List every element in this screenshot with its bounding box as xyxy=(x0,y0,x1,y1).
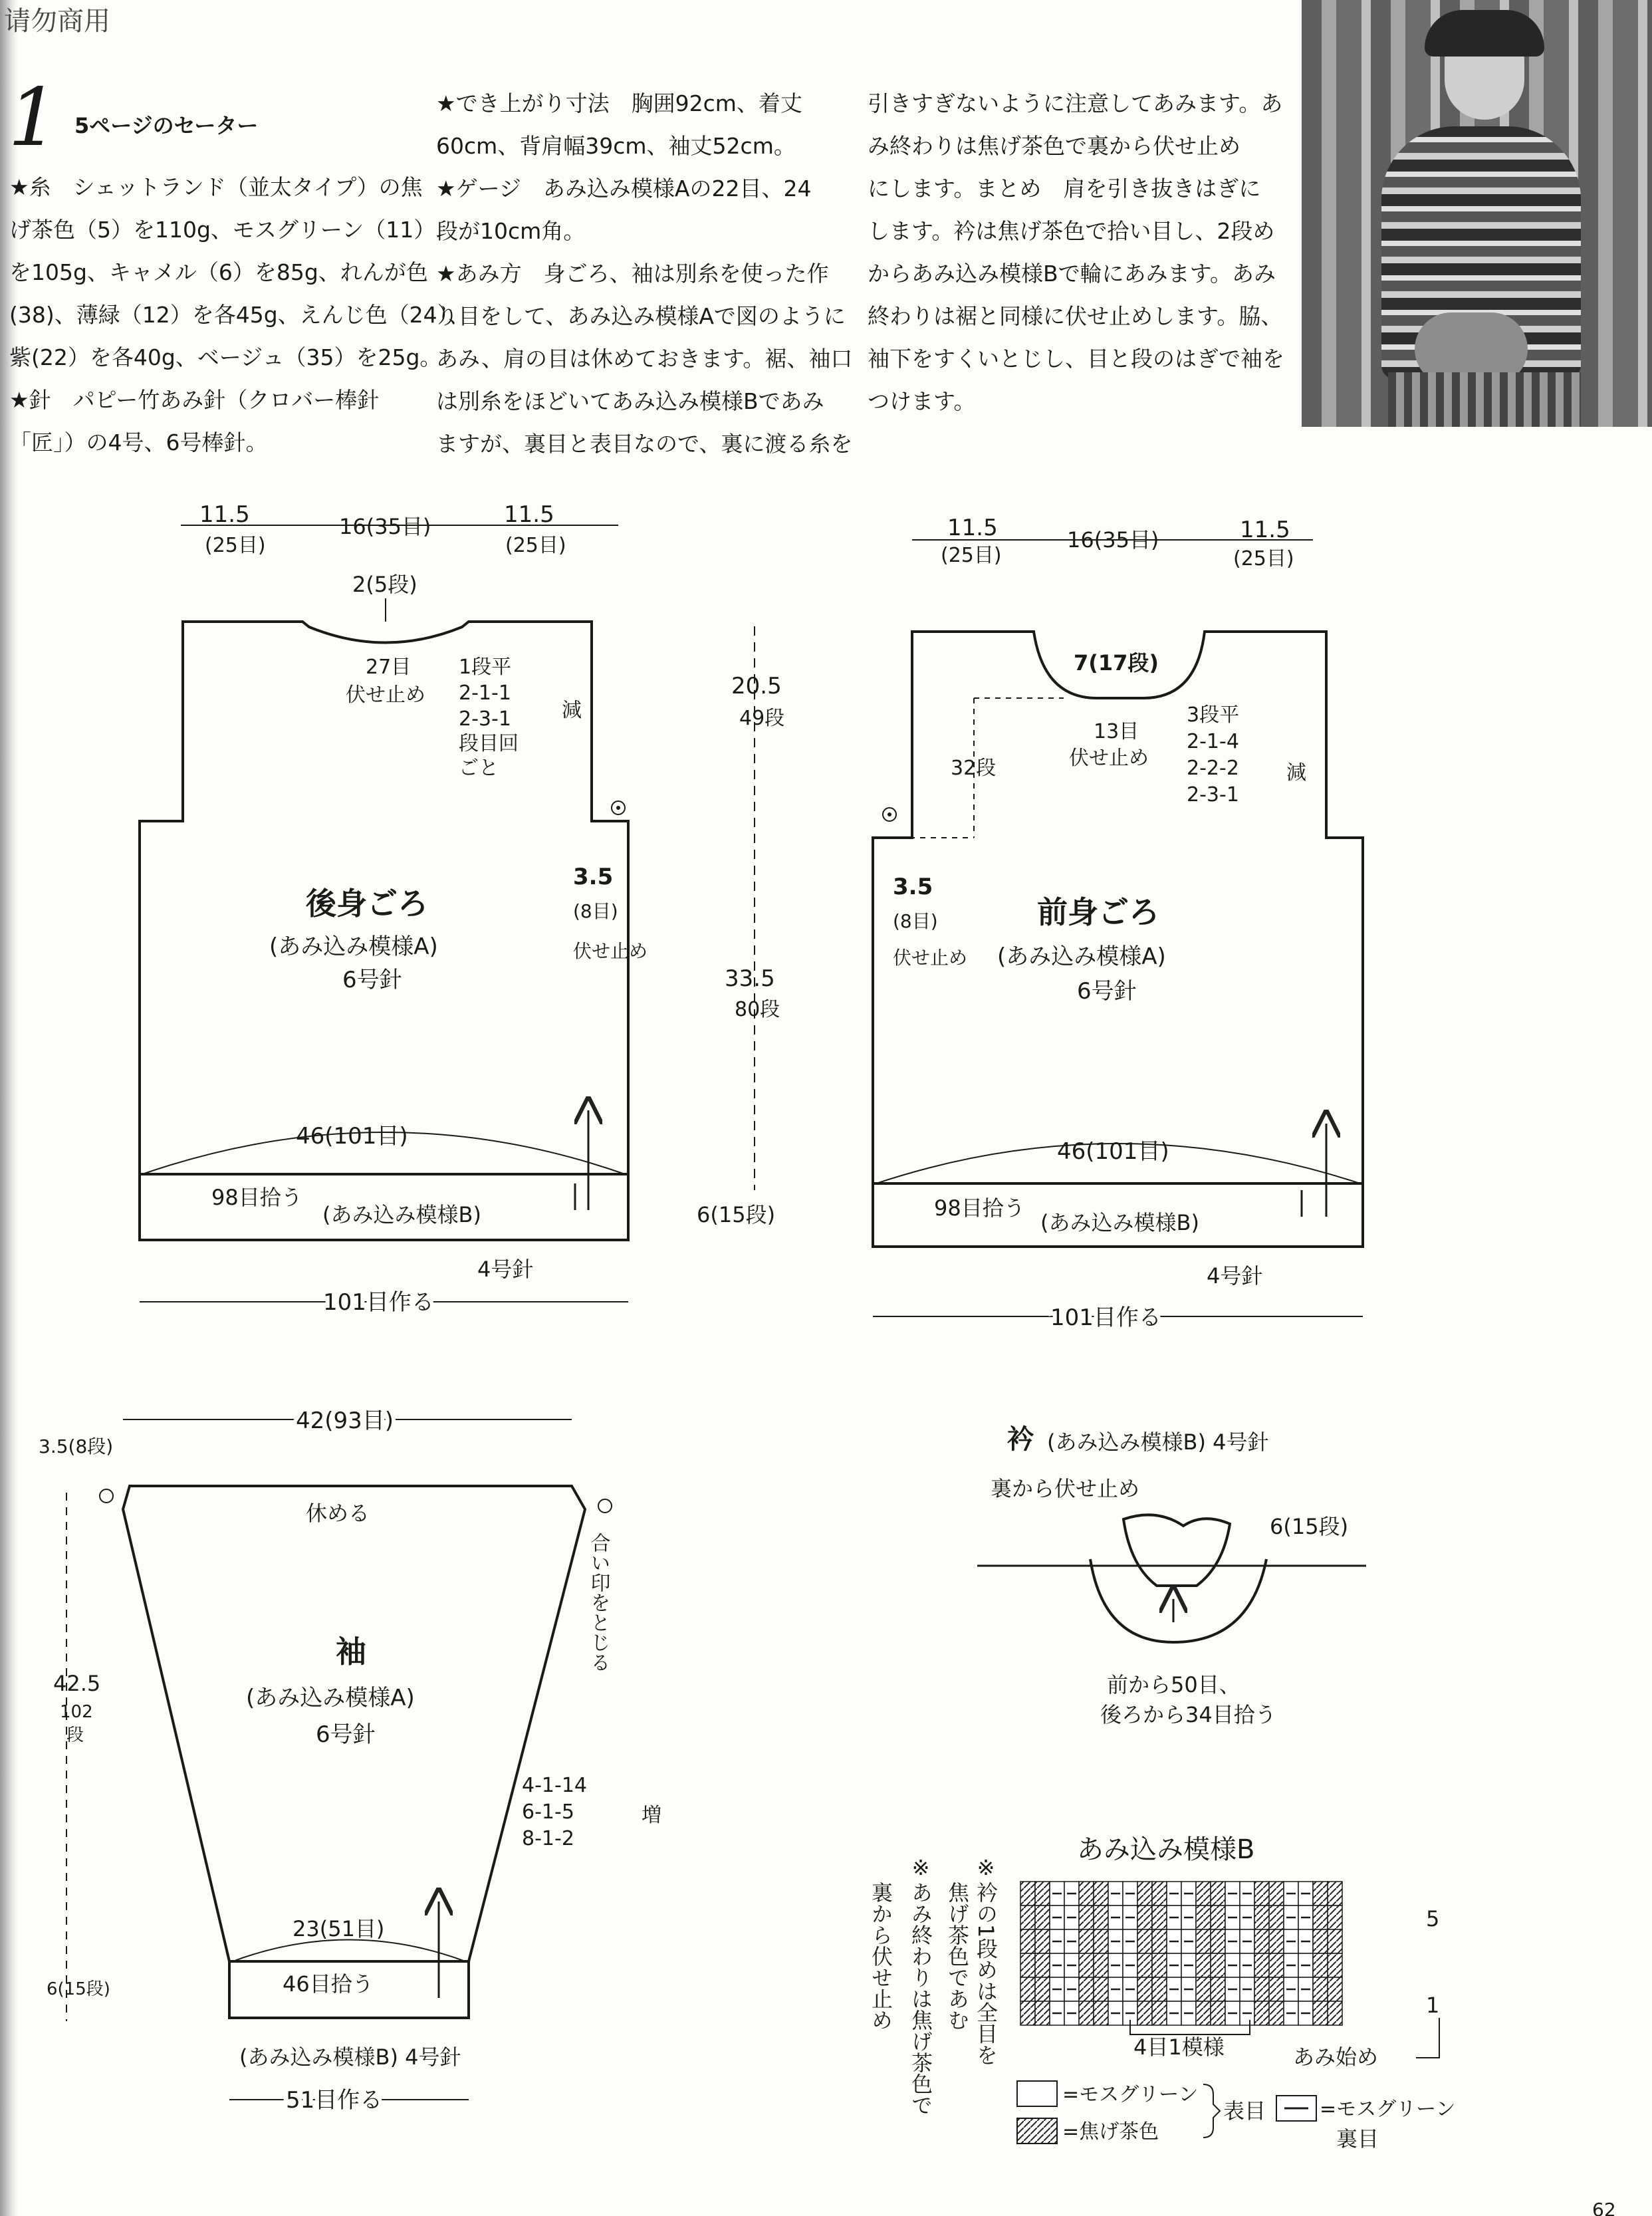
text-line: 「匠」）の4号、6号棒針。 xyxy=(9,430,268,455)
chart-cell xyxy=(1211,1882,1225,1906)
back-top-right-sts: (25目) xyxy=(505,534,566,557)
text-line: ★あみ方 身ごろ、袖は別糸を使った作 xyxy=(436,261,829,287)
back-body-labels xyxy=(199,501,648,1316)
back-arm-cm: 3.5 xyxy=(573,864,614,890)
front-pattern: (あみ込み模様A) xyxy=(997,943,1166,970)
text-line: を105g、キャメル（6）を85g、れんが色 xyxy=(9,259,428,285)
colorwork-chart xyxy=(1017,1834,1456,2152)
back-dec1: 1段平 xyxy=(459,656,512,679)
front-arm-sts: (8目) xyxy=(893,910,938,932)
chart-cell xyxy=(1020,1953,1035,1977)
text-line: 終わりは裾と同様に伏せ止めします。脇、 xyxy=(868,303,1283,329)
front-neck-bind1: 13目 xyxy=(1094,720,1139,743)
chart-cell xyxy=(1254,1906,1269,1929)
note2-line1: あみ終わりは焦げ茶色で xyxy=(908,1882,933,2116)
chart-cell xyxy=(1269,1882,1284,1906)
front-width: 46(101目) xyxy=(1057,1138,1169,1165)
text-line: つけます。 xyxy=(868,388,976,414)
front-dec-label: 減 xyxy=(1286,761,1306,785)
note1-line2: 焦げ茶色であむ xyxy=(945,1882,970,2031)
sleeve-inc1: 4-1-14 xyxy=(522,1774,587,1797)
chart-cell xyxy=(1313,1929,1328,1953)
collar-depth: 6(15段) xyxy=(1270,1514,1349,1539)
chart-cell xyxy=(1137,1929,1152,1953)
back-width: 46(101目) xyxy=(296,1123,408,1150)
sleeve-cuff-pattern: (あみ込み模様B) 4号針 xyxy=(239,2044,461,2070)
legend-brace xyxy=(1203,2084,1220,2138)
front-arm-bind: 伏せ止め xyxy=(893,947,968,969)
chart-grid xyxy=(1020,1882,1342,2025)
note2-mark: ※ xyxy=(908,1855,933,1880)
note2-line2: 裏から伏せ止め xyxy=(868,1882,893,2031)
front-dec1: 3段平 xyxy=(1187,703,1240,727)
text-line: 引きすぎないように注意してあみます。あ xyxy=(868,90,1283,116)
chart-cell xyxy=(1196,1882,1211,1906)
back-dec-label: 減 xyxy=(562,699,582,722)
collar-pick2: 後ろから34目拾う xyxy=(1100,1702,1276,1727)
front-dec2: 2-1-4 xyxy=(1187,730,1239,753)
text-line: します。衿は焦げ茶色で拾い目し、2段め xyxy=(868,218,1275,244)
sleeve-rest: 休める xyxy=(306,1501,370,1526)
legend-dark-swatch xyxy=(1017,2118,1057,2144)
chart-cell xyxy=(1035,1882,1050,1906)
chart-cell xyxy=(1313,1906,1328,1929)
front-hem-needle: 4号針 xyxy=(1207,1263,1263,1289)
chart-cell xyxy=(1269,1977,1284,2001)
chart-cell xyxy=(1196,1906,1211,1929)
text-line: 60cm、背肩幅39cm、袖丈52cm。 xyxy=(436,133,796,159)
chart-cell xyxy=(1020,1906,1035,1929)
chart-cell xyxy=(1094,2001,1108,2025)
sleeve-inc2: 6-1-5 xyxy=(522,1800,574,1824)
start-arrow xyxy=(1416,2018,1439,2058)
sleeve-top-ease: 3.5(8段) xyxy=(39,1435,114,1457)
chart-cell xyxy=(1313,1977,1328,2001)
front-body-labels xyxy=(893,515,1306,1331)
text-line: は別糸をほどいてあみ込み模様Bであみ xyxy=(436,388,824,414)
text-line: 袖下をすくいとじし、目と段のはぎで袖を xyxy=(868,346,1284,372)
back-pattern: (あみ込み模様A) xyxy=(269,933,438,960)
sleeve-needle: 6号針 xyxy=(316,1721,376,1748)
chart-cell xyxy=(1152,1953,1167,1977)
sleeve-mark-v1: 合い印をとじる xyxy=(586,1533,610,1672)
front-pickup: 98目拾う xyxy=(934,1195,1025,1221)
front-neck-depth: 7(17段) xyxy=(1074,650,1159,676)
back-dec2: 2-1-1 xyxy=(459,681,511,705)
legend-light: =モスグリーン xyxy=(1062,2083,1199,2106)
chart-cell xyxy=(1035,1929,1050,1953)
front-top-right-sts: (25目) xyxy=(1233,547,1294,570)
sleeve-pickup: 46目拾う xyxy=(283,1971,374,1997)
chart-cell xyxy=(1328,1929,1342,1953)
back-arm-bind: 伏せ止め xyxy=(573,940,648,962)
sleeve-cuff-width: 23(51目) xyxy=(293,1916,385,1941)
legend-purl-name: 裏目 xyxy=(1336,2126,1379,2152)
chart-repeat: 4目1模様 xyxy=(1133,2034,1225,2060)
back-top-right: 11.5 xyxy=(504,501,554,528)
chart-cell xyxy=(1269,1906,1284,1929)
back-cast-on: 101目作る xyxy=(323,1289,434,1316)
sleeve-top: 42(93目) xyxy=(296,1408,394,1434)
chart-cell xyxy=(1328,1953,1342,1977)
text-line: にします。まとめ 肩を引き抜きはぎに xyxy=(868,176,1261,201)
text-line: ★ゲージ あみ込み模様Aの22目、24 xyxy=(436,176,812,201)
chart-cell xyxy=(1196,2001,1211,2025)
legend-knit: 表目 xyxy=(1223,2098,1266,2124)
text-line: り目をして、あみ込み模様Aで図のように xyxy=(436,303,846,329)
sleeve-cuff-depth: 6(15段) xyxy=(47,1979,110,1999)
back-neck-bind1: 27目 xyxy=(366,656,412,679)
item-number: 1 xyxy=(8,72,59,164)
chart-cell xyxy=(1328,1906,1342,1929)
front-top-right: 11.5 xyxy=(1240,517,1290,543)
upper-length: 20.5 xyxy=(731,673,782,699)
chart-cell xyxy=(1079,2001,1094,2025)
front-dec4: 2-3-1 xyxy=(1187,783,1239,806)
chart-cell xyxy=(1211,1953,1225,1977)
text-line: ★でき上がり寸法 胸囲92cm、着丈 xyxy=(436,90,802,116)
collar-labels xyxy=(991,1424,1348,1727)
chart-cell xyxy=(1152,2001,1167,2025)
sleeve-len-rows1: 102 xyxy=(60,1702,93,1722)
chart-cell xyxy=(1152,1882,1167,1906)
front-dec3: 2-2-2 xyxy=(1187,757,1239,780)
note1-line1: 衿の1段めは全目を xyxy=(973,1882,999,2066)
hem-depth: 6(15段) xyxy=(697,1202,776,1227)
chart-cell xyxy=(1035,2001,1050,2025)
front-neck-bind2: 伏せ止め xyxy=(1069,747,1149,770)
back-pickup: 98目拾う xyxy=(211,1185,302,1210)
back-top-mid: 16(35目) xyxy=(339,514,431,539)
front-name: 前身ごろ xyxy=(1037,894,1159,930)
chart-cell xyxy=(1137,1977,1152,2001)
front-neck-rows: 32段 xyxy=(951,757,997,780)
upper-rows: 49段 xyxy=(739,707,785,730)
chart-cell xyxy=(1269,1953,1284,1977)
sleeve-name: 袖 xyxy=(336,1634,366,1669)
chart-cell xyxy=(1137,1882,1152,1906)
chart-cell xyxy=(1152,1929,1167,1953)
front-arm-cm: 3.5 xyxy=(893,874,933,900)
armhole-mark-dot-icon xyxy=(887,812,891,816)
sleeve-inc3: 8-1-2 xyxy=(522,1827,574,1850)
text-line: ますが、裏目と表目なので、裏に渡る糸を xyxy=(436,431,853,457)
text-line: げ茶色（5）を110g、モスグリーン（11） xyxy=(9,217,436,243)
chart-cell xyxy=(1328,2001,1342,2025)
chart-cell xyxy=(1211,1977,1225,2001)
legend-light-swatch xyxy=(1017,2081,1057,2106)
chart-cell xyxy=(1020,2001,1035,2025)
chart-cell xyxy=(1152,1906,1167,1929)
chart-cell xyxy=(1196,1977,1211,2001)
chart-cell xyxy=(1020,1882,1035,1906)
chart-cell xyxy=(1079,1929,1094,1953)
text-line: 段が10cm角。 xyxy=(436,218,586,244)
collar-title: 衿 xyxy=(1007,1424,1034,1455)
page-number: 62 xyxy=(1592,2199,1616,2216)
front-needle: 6号針 xyxy=(1077,978,1137,1005)
front-top-left: 11.5 xyxy=(947,515,998,541)
length-dimensions xyxy=(697,626,784,1227)
chart-cell xyxy=(1094,1882,1108,1906)
chart-cell xyxy=(1254,1882,1269,1906)
chart-cell xyxy=(1020,1977,1035,2001)
chart-cell xyxy=(1035,1953,1050,1977)
chart-notes xyxy=(868,1855,999,2116)
collar-spec: (あみ込み模様B) 4号針 xyxy=(1047,1429,1269,1455)
chart-cell xyxy=(1254,1929,1269,1953)
chart-cell xyxy=(1211,2001,1225,2025)
chart-cell xyxy=(1313,1882,1328,1906)
chart-cell xyxy=(1094,1906,1108,1929)
chart-cell xyxy=(1152,1977,1167,2001)
back-neck-bind2: 伏せ止め xyxy=(346,683,425,707)
chart-cell xyxy=(1328,1882,1342,1906)
chart-cell xyxy=(1269,1929,1284,1953)
watermark: 请勿商用 xyxy=(4,6,110,37)
chart-row-top: 5 xyxy=(1426,1906,1440,1931)
chart-cell xyxy=(1137,1953,1152,1977)
chart-cell xyxy=(1035,1977,1050,2001)
chart-cell xyxy=(1313,1953,1328,1977)
cuff-curve xyxy=(233,1940,465,1962)
chart-cell xyxy=(1094,1953,1108,1977)
sleeve-labels xyxy=(39,1408,661,2114)
legend-purl: =モスグリーン xyxy=(1320,2098,1456,2121)
chart-cell xyxy=(1079,1977,1094,2001)
chart-cell xyxy=(1079,1882,1094,1906)
armhole-mark-dot-icon xyxy=(616,806,620,810)
chart-cell xyxy=(1079,1953,1094,1977)
text-line: み終わりは焦げ茶色で裏から伏せ止め xyxy=(868,133,1240,159)
chart-cell xyxy=(1079,1906,1094,1929)
chart-cell xyxy=(1211,1929,1225,1953)
lower-rows: 80段 xyxy=(735,998,780,1021)
chart-cell xyxy=(1211,1906,1225,1929)
chart-cell xyxy=(1035,1906,1050,1929)
chart-cell xyxy=(1196,1929,1211,1953)
sleeve-mark-left-icon xyxy=(100,1489,113,1503)
chart-cell xyxy=(1020,1929,1035,1953)
chart-cell xyxy=(1196,1953,1211,1977)
front-top-mid: 16(35目) xyxy=(1067,527,1159,553)
back-dec-cols2: ごと xyxy=(459,757,499,780)
item-title: 5ページのセーター xyxy=(74,113,259,138)
back-dec-cols: 段目回 xyxy=(459,732,519,755)
chart-cell xyxy=(1254,2001,1269,2025)
chart-cell xyxy=(1313,2001,1328,2025)
chart-cell xyxy=(1254,1977,1269,2001)
back-hem-needle: 4号針 xyxy=(477,1257,534,1282)
text-line: からあみ込み模様Bで輪にあみます。あみ xyxy=(868,261,1276,287)
text-line: ★糸 シェットランド（並太タイプ）の焦 xyxy=(9,174,423,200)
chart-start: あみ始め xyxy=(1293,2044,1379,2070)
sleeve-inc-label: 増 xyxy=(642,1804,661,1827)
collar-top xyxy=(1123,1515,1230,1586)
text-line: (38)、薄緑（12）を各45g、えんじ色（24）、 xyxy=(9,302,471,328)
back-hem-pattern: (あみ込み模様B) xyxy=(322,1202,481,1227)
chart-cell xyxy=(1137,1906,1152,1929)
front-cast-on: 101目作る xyxy=(1050,1304,1161,1331)
chart-cell xyxy=(1094,1929,1108,1953)
front-hem-pattern: (あみ込み模様B) xyxy=(1040,1210,1199,1235)
front-top-left-sts: (25目) xyxy=(941,544,1002,567)
text-line: 紫(22）を各40g、ベージュ（35）を25g。 xyxy=(9,344,442,370)
back-arm-sts: (8目) xyxy=(573,900,618,922)
text-line: ★針 パピー竹あみ針（クロバー棒針 xyxy=(9,387,380,413)
lower-length: 33.5 xyxy=(725,965,775,992)
back-neck-depth: 2(5段) xyxy=(352,572,417,597)
text-line: あみ、肩の目は休めておきます。裾、袖口 xyxy=(436,346,853,372)
chart-cell xyxy=(1269,2001,1284,2025)
chart-title: あみ込み模様B xyxy=(1077,1834,1255,1865)
sleeve-pattern: (あみ込み模様A) xyxy=(246,1685,415,1711)
sleeve-cast-on: 51目作る xyxy=(286,2087,383,2114)
note1-mark: ※ xyxy=(973,1855,999,1880)
back-needle: 6号針 xyxy=(342,967,402,993)
back-top-left-sts: (25目) xyxy=(205,534,266,557)
chart-cell xyxy=(1094,1977,1108,2001)
chart-cell xyxy=(1328,1977,1342,2001)
collar-bind: 裏から伏せ止め xyxy=(991,1476,1140,1501)
back-name: 後身ごろ xyxy=(306,886,428,922)
sleeve-len-rows2: 段 xyxy=(66,1725,84,1745)
collar-outer xyxy=(1090,1559,1266,1642)
chart-row-bottom: 1 xyxy=(1426,1993,1440,2018)
sleeve-len: 42.5 xyxy=(53,1671,101,1696)
back-dec3: 2-3-1 xyxy=(459,707,511,731)
collar-pick1: 前から50目、 xyxy=(1107,1672,1240,1697)
sleeve-mark-right-icon xyxy=(598,1499,612,1513)
chart-cell xyxy=(1137,2001,1152,2025)
back-top-left: 11.5 xyxy=(199,501,250,528)
chart-cell xyxy=(1254,1953,1269,1977)
legend-dark: =焦げ茶色 xyxy=(1062,2120,1159,2144)
